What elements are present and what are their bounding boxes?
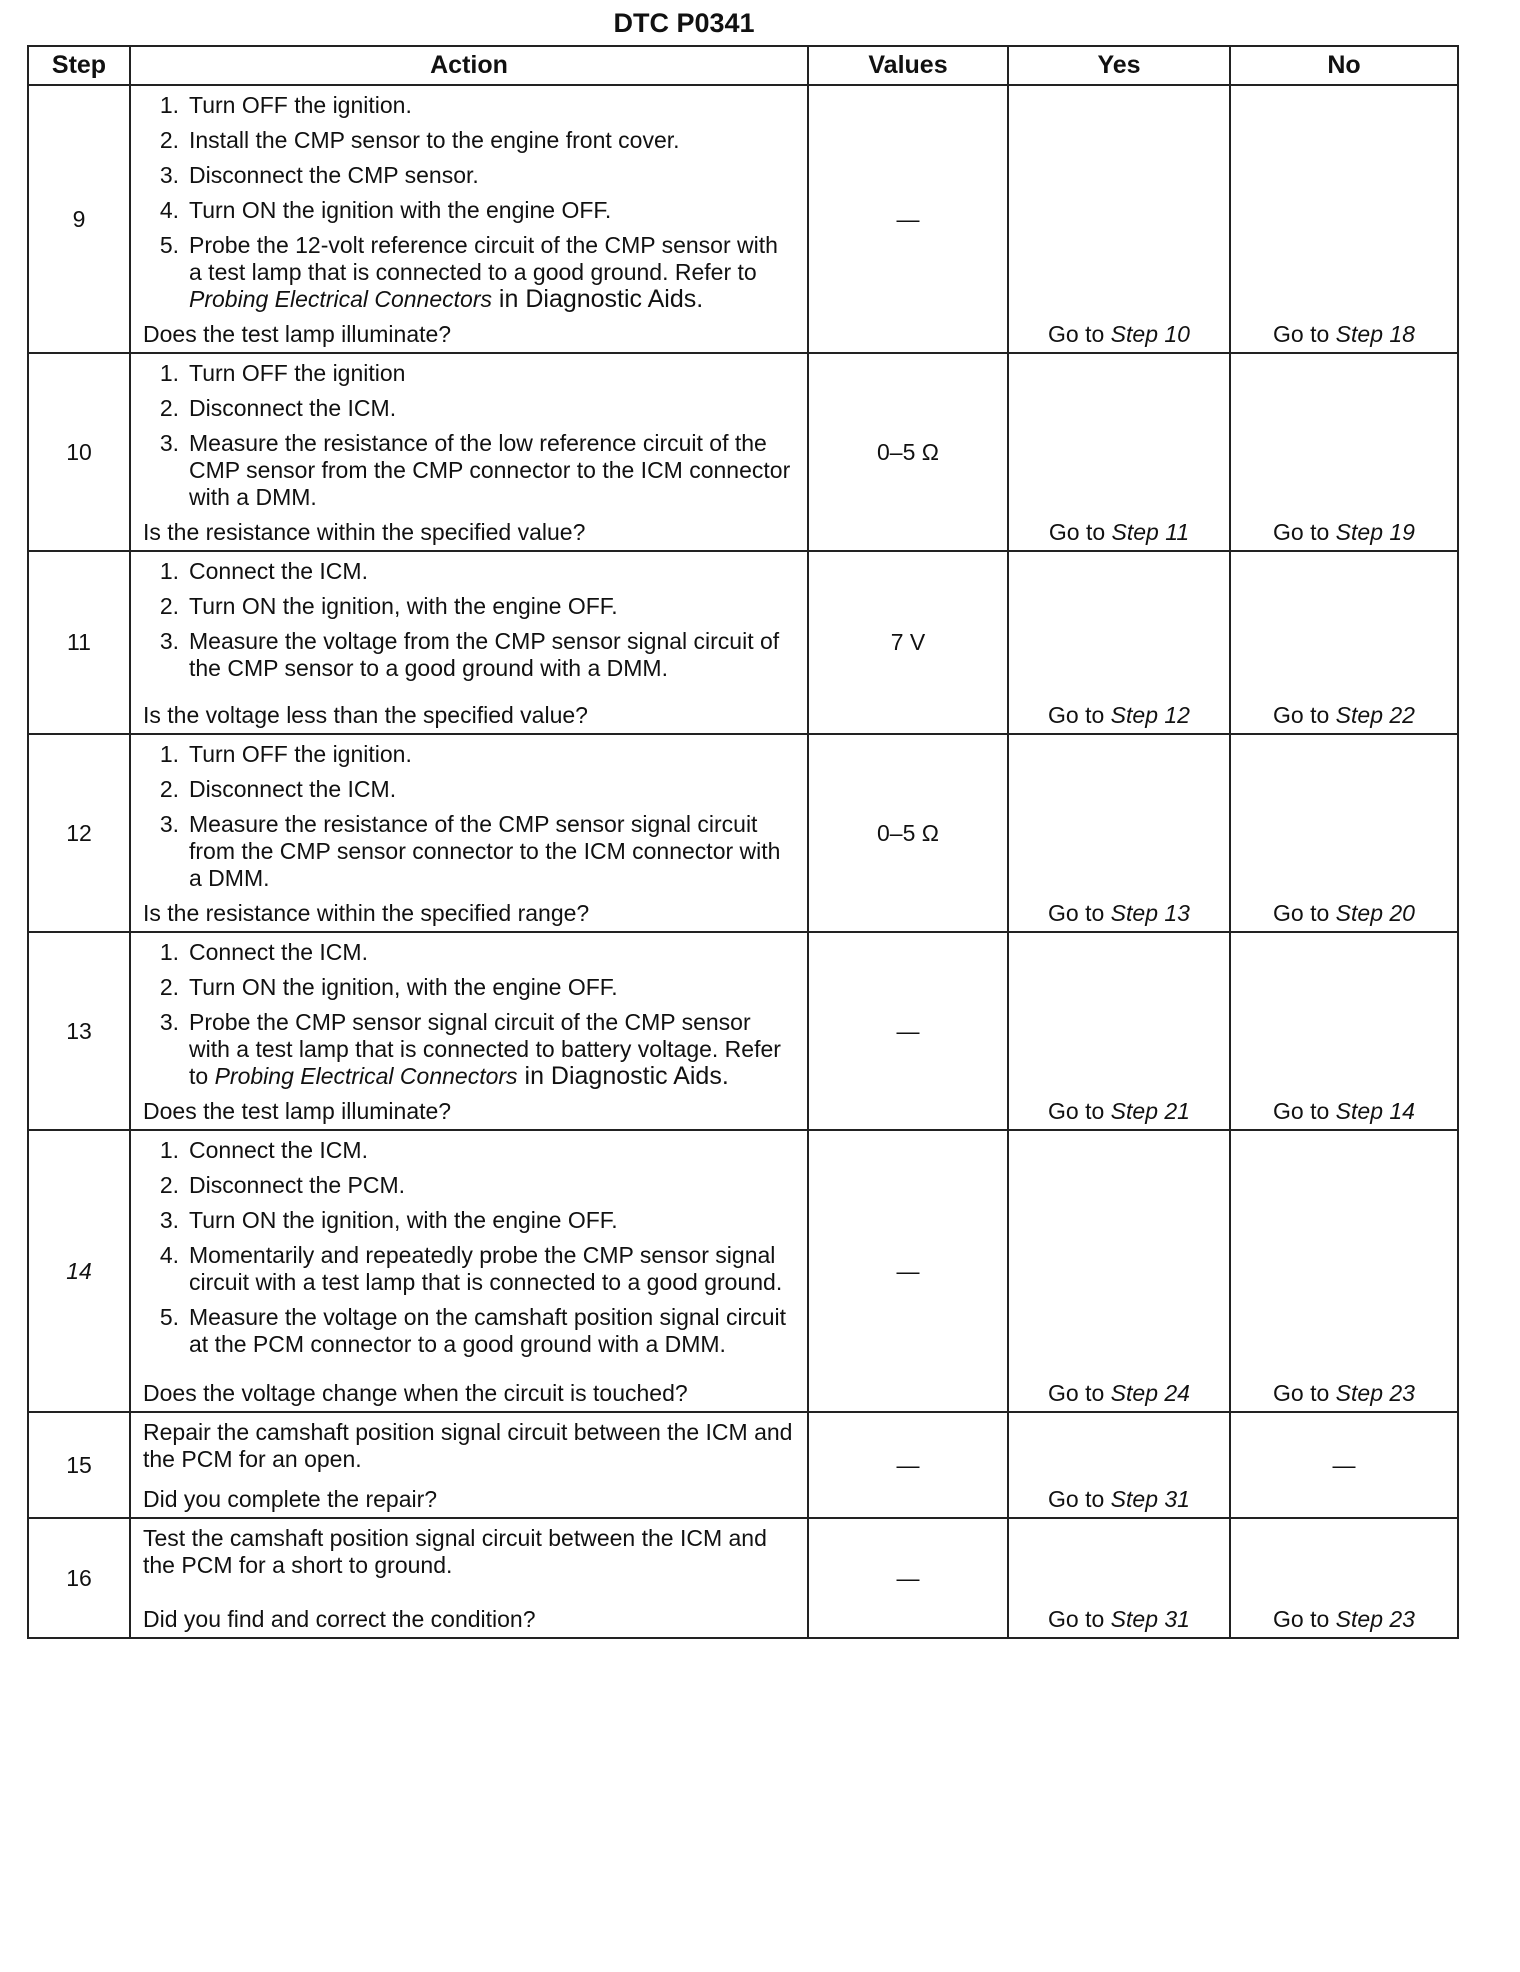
table-row — [28, 1412, 1458, 1518]
yes-goto-prefix: Go to — [1048, 519, 1112, 545]
step-text: Turn OFF the ignition — [189, 360, 406, 386]
no-goto-step: Step 18 — [1335, 321, 1415, 347]
action-step — [143, 127, 797, 154]
step-number: 15 — [28, 1412, 130, 1518]
action-steps — [143, 558, 797, 690]
step-number: 10 — [28, 353, 130, 551]
no-cell: — — [1230, 1412, 1458, 1518]
action-step — [143, 360, 797, 387]
step-text: Turn OFF the ignition. — [189, 741, 412, 767]
no-goto-step: Step 20 — [1335, 900, 1415, 926]
table-row — [28, 551, 1458, 734]
value-cell: — — [808, 1518, 1008, 1638]
no-goto-step: Step 19 — [1335, 519, 1415, 545]
yes-cell — [1008, 932, 1230, 1130]
yes-goto-step: Step 31 — [1110, 1606, 1190, 1632]
yes-goto-prefix: Go to — [1048, 1606, 1111, 1632]
yes-goto-prefix: Go to — [1048, 321, 1111, 347]
step-text: Turn ON the ignition, with the engine OFF. — [189, 593, 618, 619]
step-index: 3. — [159, 1009, 179, 1035]
no-goto-prefix: Go to — [1273, 1380, 1336, 1406]
action-step — [143, 593, 797, 620]
action-step — [143, 1009, 797, 1090]
step-index: 4. — [159, 197, 179, 223]
no-cell — [1230, 353, 1458, 551]
page-title: DTC P0341 — [613, 8, 755, 38]
action-step — [143, 232, 797, 313]
table-row — [28, 353, 1458, 551]
diagnostic-table — [27, 45, 1459, 1639]
table-row — [28, 932, 1458, 1130]
step-text: Install the CMP sensor to the engine front cover. — [189, 127, 680, 153]
no-goto-prefix: Go to — [1273, 1606, 1336, 1632]
step-text — [189, 1009, 797, 1090]
step-text: Turn OFF the ignition. — [189, 92, 412, 118]
action-content — [131, 1131, 807, 1411]
action-cell — [130, 1130, 808, 1412]
no-goto-step: Step 23 — [1335, 1380, 1415, 1406]
step-text: Measure the resistance of the CMP sensor signal circuit from the CMP sensor connector to the ICM connector with a DMM. — [189, 811, 781, 891]
action-content — [131, 1413, 807, 1517]
step-text: Connect the ICM. — [189, 1137, 368, 1163]
step-text-tail: in Diagnostic Aids. — [517, 1062, 729, 1090]
action-question: Is the resistance within the specified range? — [143, 900, 590, 926]
action-step — [143, 1242, 797, 1296]
step-number: 14 — [28, 1130, 130, 1412]
header-no: No — [1230, 46, 1458, 85]
action-step — [143, 1304, 797, 1358]
action-question: Does the voltage change when the circuit is touched? — [143, 1380, 688, 1406]
step-index: 2. — [159, 1172, 179, 1198]
step-text: Connect the ICM. — [189, 558, 368, 584]
table-row — [28, 1130, 1458, 1412]
step-text: Momentarily and repeatedly probe the CMP sensor signal circuit with a test lamp that is connected to a good ground. — [189, 1242, 783, 1295]
action-step — [143, 776, 797, 803]
step-text: Measure the resistance of the low reference circuit of the CMP sensor from the CMP connector to the ICM connector with a DMM. — [189, 430, 791, 510]
no-goto-step: Step 23 — [1335, 1606, 1415, 1632]
step-number: 11 — [28, 551, 130, 734]
header-action: Action — [130, 46, 808, 85]
action-cell — [130, 551, 808, 734]
yes-cell — [1008, 353, 1230, 551]
action-cell — [130, 1412, 808, 1518]
step-text-tail: in Diagnostic Aids. — [491, 285, 704, 313]
action-step — [143, 558, 797, 585]
action-steps — [143, 92, 797, 321]
no-goto-prefix: Go to — [1273, 1098, 1336, 1124]
action-step — [143, 1207, 797, 1234]
yes-goto-step: Step 21 — [1110, 1098, 1190, 1124]
step-text: Measure the voltage from the CMP sensor signal circuit of the CMP sensor to a good ground with a DMM. — [189, 628, 780, 681]
yes-goto-prefix: Go to — [1048, 900, 1111, 926]
action-steps — [143, 741, 797, 900]
action-step — [143, 430, 797, 511]
no-goto-prefix: Go to — [1273, 900, 1336, 926]
action-question: Is the voltage less than the specified value? — [143, 702, 588, 728]
action-step — [143, 741, 797, 768]
no-cell — [1230, 1518, 1458, 1638]
step-number: 12 — [28, 734, 130, 932]
no-cell — [1230, 1130, 1458, 1412]
yes-goto-prefix: Go to — [1048, 1098, 1111, 1124]
action-steps — [143, 1137, 797, 1366]
action-cell — [130, 932, 808, 1130]
no-goto-step: Step 14 — [1335, 1098, 1415, 1124]
value-cell: 0–5 Ω — [808, 353, 1008, 551]
step-text: Disconnect the ICM. — [189, 776, 397, 802]
step-index: 2. — [159, 127, 179, 153]
step-index: 3. — [159, 430, 179, 456]
step-index: 1. — [159, 360, 179, 386]
step-text: Turn ON the ignition with the engine OFF. — [189, 197, 612, 223]
yes-goto-prefix: Go to — [1048, 702, 1111, 728]
value-cell: — — [808, 85, 1008, 353]
header-yes: Yes — [1008, 46, 1230, 85]
step-text: Measure the voltage on the camshaft position signal circuit at the PCM connector to a good ground with a DMM. — [189, 1304, 787, 1357]
no-goto-prefix: Go to — [1273, 702, 1336, 728]
step-text: Disconnect the ICM. — [189, 395, 397, 421]
step-index: 3. — [159, 628, 179, 654]
action-step — [143, 162, 797, 189]
action-cell — [130, 353, 808, 551]
value-cell: — — [808, 932, 1008, 1130]
action-step — [143, 395, 797, 422]
step-index: 5. — [159, 1304, 179, 1330]
yes-goto-prefix: Go to — [1048, 1380, 1111, 1406]
step-index: 2. — [159, 974, 179, 1000]
yes-cell — [1008, 1518, 1230, 1638]
value-cell: 7 V — [808, 551, 1008, 734]
step-index: 2. — [159, 395, 179, 421]
step-index: 1. — [159, 92, 179, 118]
action-content — [131, 735, 807, 931]
no-cell — [1230, 85, 1458, 353]
step-text-main: Probe the CMP sensor signal circuit of the CMP sensor with a test lamp that is connected to battery voltage. Refer to — [189, 1009, 781, 1089]
action-text: Repair the camshaft position signal circuit between the ICM and the PCM for an open. — [143, 1419, 793, 1472]
step-index: 2. — [159, 593, 179, 619]
step-number: 9 — [28, 85, 130, 353]
step-index: 3. — [159, 1207, 179, 1233]
header-values: Values — [808, 46, 1008, 85]
no-cell — [1230, 734, 1458, 932]
action-steps — [143, 360, 797, 519]
step-text: Disconnect the CMP sensor. — [189, 162, 479, 188]
action-cell — [130, 1518, 808, 1638]
step-text: Turn ON the ignition, with the engine OFF. — [189, 1207, 618, 1233]
no-goto-prefix: Go to — [1273, 519, 1336, 545]
step-text — [189, 232, 797, 313]
step-text: Turn ON the ignition, with the engine OFF. — [189, 974, 618, 1000]
action-step — [143, 811, 797, 892]
yes-goto-step: Step 11 — [1111, 519, 1190, 545]
action-question: Does the test lamp illuminate? — [143, 321, 452, 347]
yes-goto-step: Step 24 — [1110, 1380, 1190, 1406]
step-index: 5. — [159, 232, 179, 258]
yes-cell — [1008, 1130, 1230, 1412]
yes-cell — [1008, 734, 1230, 932]
reference-link-text: Probing Electrical Connectors — [189, 286, 492, 312]
action-content — [131, 86, 807, 352]
action-step — [143, 939, 797, 966]
yes-cell — [1008, 85, 1230, 353]
value-cell: — — [808, 1412, 1008, 1518]
step-number: 13 — [28, 932, 130, 1130]
action-text: Test the camshaft position signal circuit between the ICM and the PCM for a short to ground. — [143, 1525, 767, 1578]
no-goto-prefix: Go to — [1273, 321, 1336, 347]
step-text: Connect the ICM. — [189, 939, 368, 965]
table-row — [28, 734, 1458, 932]
yes-cell — [1008, 1412, 1230, 1518]
value-cell: — — [808, 1130, 1008, 1412]
step-index: 1. — [159, 558, 179, 584]
yes-goto-step: Step 12 — [1110, 702, 1190, 728]
action-question: Is the resistance within the specified value? — [143, 519, 586, 545]
action-step — [143, 1137, 797, 1164]
yes-cell — [1008, 551, 1230, 734]
action-question: Does the test lamp illuminate? — [143, 1098, 452, 1124]
step-index: 1. — [159, 741, 179, 767]
step-text-main: Probe the 12-volt reference circuit of the CMP sensor with a test lamp that is connected to a good ground. Refer to — [189, 232, 778, 285]
step-index: 3. — [159, 162, 179, 188]
action-content — [131, 552, 807, 733]
no-cell — [1230, 551, 1458, 734]
yes-goto-step: Step 31 — [1110, 1486, 1190, 1512]
table-row — [28, 1518, 1458, 1638]
action-step — [143, 92, 797, 119]
value-cell: 0–5 Ω — [808, 734, 1008, 932]
header-step: Step — [28, 46, 130, 85]
action-question: Did you complete the repair? — [143, 1486, 438, 1512]
action-step — [143, 628, 797, 682]
step-index: 1. — [159, 1137, 179, 1163]
yes-goto-prefix: Go to — [1048, 1486, 1111, 1512]
action-step — [143, 197, 797, 224]
table-row — [28, 85, 1458, 353]
action-content — [131, 354, 807, 550]
reference-link-text: Probing Electrical Connectors — [214, 1063, 518, 1089]
step-index: 4. — [159, 1242, 179, 1268]
action-step — [143, 974, 797, 1001]
yes-goto-step: Step 13 — [1110, 900, 1190, 926]
step-number: 16 — [28, 1518, 130, 1638]
step-index: 2. — [159, 776, 179, 802]
yes-goto-step: Step 10 — [1110, 321, 1190, 347]
action-content — [131, 1519, 807, 1637]
action-content — [131, 933, 807, 1129]
action-steps — [143, 939, 797, 1098]
action-step — [143, 1172, 797, 1199]
header-row — [28, 46, 1458, 85]
step-index: 3. — [159, 811, 179, 837]
step-text: Disconnect the PCM. — [189, 1172, 406, 1198]
no-cell — [1230, 932, 1458, 1130]
action-question: Did you find and correct the condition? — [143, 1606, 536, 1632]
step-index: 1. — [159, 939, 179, 965]
action-cell — [130, 734, 808, 932]
no-goto-step: Step 22 — [1335, 702, 1415, 728]
action-cell — [130, 85, 808, 353]
